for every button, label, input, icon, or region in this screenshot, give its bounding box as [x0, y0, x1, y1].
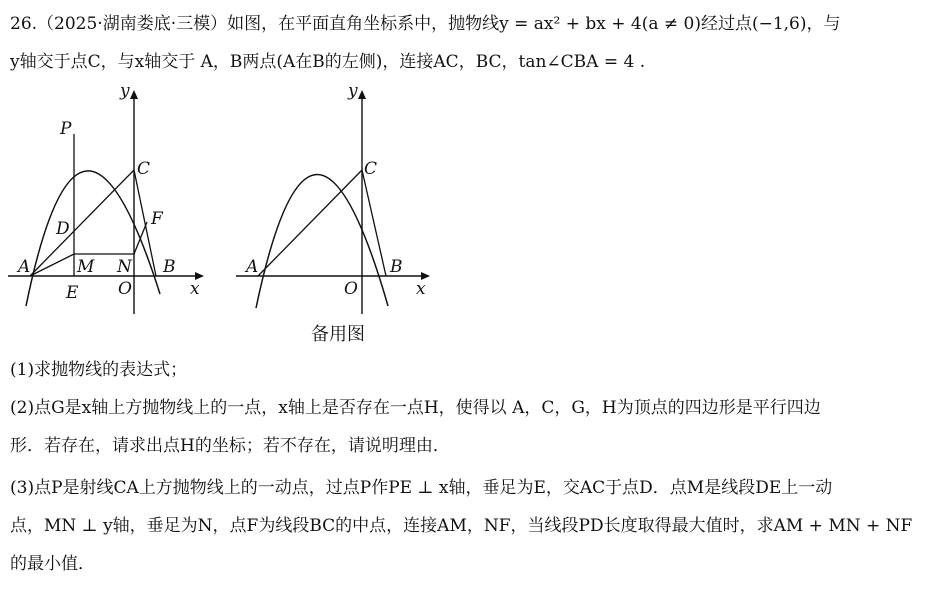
question-2-line-1: (2)点G是x轴上方抛物线上的一点，x轴上是否存在一点H，使得以 A，C，G，H为顶点的四边形是平行四边	[10, 398, 821, 418]
label-B: B	[390, 257, 403, 277]
y-axis-arrow	[130, 90, 138, 99]
figure-main	[0, 82, 220, 322]
label-P: P	[60, 119, 72, 139]
label-M: M	[77, 257, 95, 277]
label-B: B	[163, 257, 176, 277]
problem-line-2: y轴交于点C，与x轴交于 A，B两点(A在B的左侧)，连接AC，BC，tan∠CBA = 4 .	[10, 52, 646, 72]
question-3-line-1: (3)点P是射线CA上方抛物线上的一动点，过点P作PE ⊥ x轴，垂足为E，交AC于点D．点M是线段DE上一动	[10, 478, 833, 498]
y-axis-arrow	[358, 90, 366, 99]
label-N: N	[117, 257, 132, 277]
label-x: x	[416, 279, 426, 299]
label-E: E	[66, 283, 79, 303]
label-D: D	[56, 219, 70, 239]
label-C: C	[364, 159, 378, 179]
figure-caption: 备用图	[311, 324, 365, 345]
label-O: O	[344, 279, 358, 299]
question-1: (1)求抛物线的表达式；	[10, 360, 188, 380]
label-y: y	[120, 81, 130, 101]
label-x: x	[190, 279, 200, 299]
label-A: A	[246, 257, 259, 277]
question-2-line-2: 形．若存在，请求出点H的坐标；若不存在，请说明理由．	[10, 436, 450, 456]
label-C: C	[137, 159, 151, 179]
label-y: y	[348, 81, 358, 101]
label-A: A	[18, 257, 31, 277]
label-F: F	[151, 209, 163, 229]
label-O: O	[118, 279, 132, 299]
question-3-line-2: 点，MN ⊥ y轴，垂足为N，点F为线段BC的中点，连接AM，NF，当线段PD长度取得最大值时，求AM + MN + NF	[10, 516, 913, 536]
problem-line-1: 26.（2025·湖南娄底·三模）如图，在平面直角坐标系中，抛物线y = ax² + bx + 4(a ≠ 0)经过点(−1,6)，与	[10, 14, 841, 34]
segment-AC	[258, 170, 362, 276]
figure-backup	[232, 82, 442, 322]
question-3-line-3: 的最小值．	[10, 554, 95, 574]
